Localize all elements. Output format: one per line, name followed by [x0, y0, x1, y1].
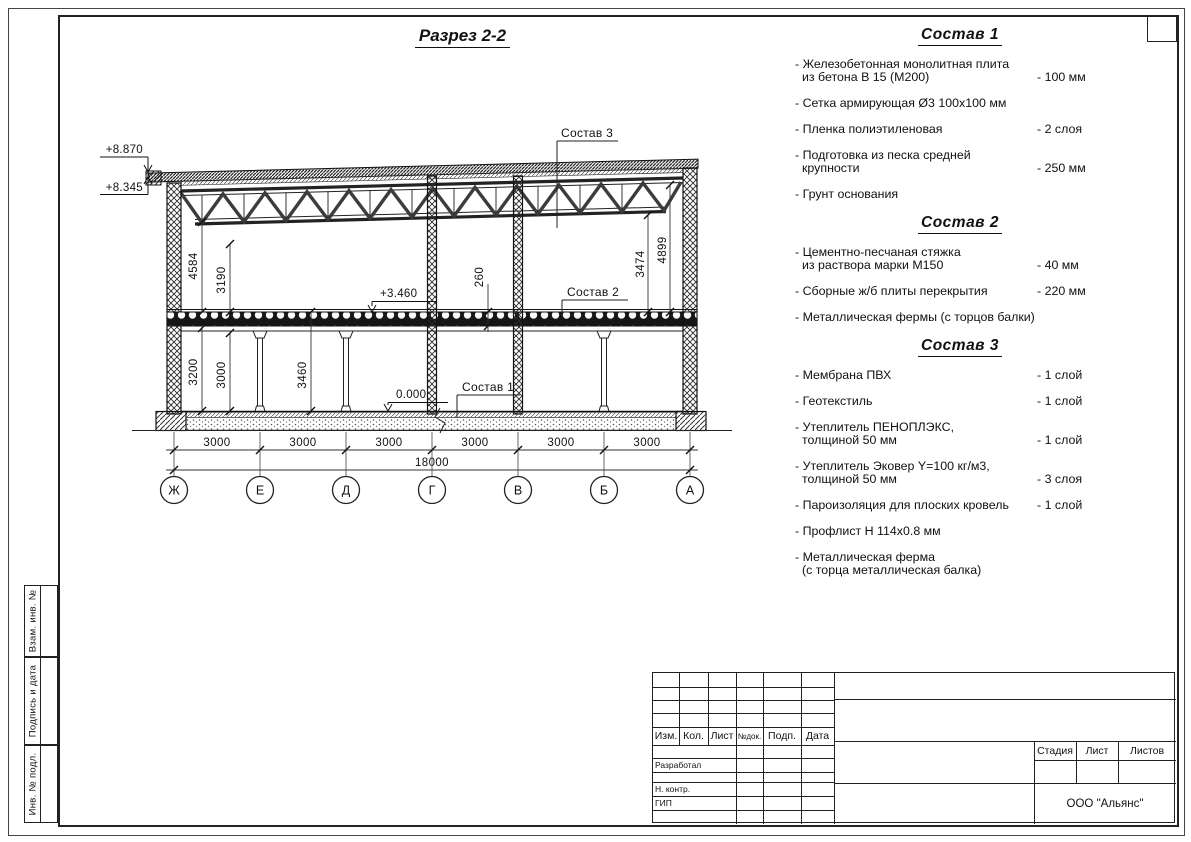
- panel-title: Состав 3: [918, 337, 1002, 357]
- tb-role-developer: Разработал: [655, 760, 702, 770]
- item-label-line: - Пароизоляция для плоских кровель: [795, 498, 1009, 512]
- panel-title: Состав 1: [918, 26, 1002, 46]
- item-label-line: - Геотекстиль: [795, 394, 873, 408]
- item-label-line: - Железобетонная монолитная плита: [795, 57, 1010, 71]
- sidebar-label: Взам. инв. №: [27, 589, 38, 653]
- tb-header-kol: Кол.: [683, 730, 704, 742]
- panel-item: [795, 499, 1107, 512]
- leader-text: Состав 2: [567, 285, 620, 299]
- axis-letter: Е: [255, 483, 265, 498]
- tb-header-ndok: №док.: [737, 731, 762, 741]
- column-capital: [253, 331, 267, 338]
- panel-item: [795, 525, 1107, 538]
- composition-panel: [795, 337, 1107, 577]
- titleblock-gridline: [801, 673, 802, 824]
- level-text: +8.345: [105, 182, 143, 194]
- titleblock-gridline: [653, 687, 834, 688]
- level-roof-top: [100, 144, 152, 172]
- level-text: +3.460: [380, 288, 418, 300]
- tb-company: ООО "Альянс": [1066, 797, 1144, 810]
- column-thick: [428, 176, 437, 414]
- panel-header: [795, 26, 1107, 46]
- item-label: [795, 311, 1037, 324]
- item-value: - 1 слой: [1037, 433, 1083, 447]
- titleblock-gridline: [1034, 760, 1176, 761]
- item-label: [795, 285, 1037, 298]
- titleblock-gridline: [653, 810, 834, 811]
- item-value: - 100 мм: [1037, 70, 1086, 84]
- titleblock-gridline: [653, 758, 834, 759]
- column-base: [599, 406, 609, 412]
- column-capital: [339, 331, 353, 338]
- level-text: 0.000: [396, 389, 427, 401]
- item-value: - 250 мм: [1037, 161, 1086, 175]
- item-label: [795, 525, 1037, 538]
- item-label-line: - Мембрана ПВХ: [795, 368, 892, 382]
- titleblock-gridline: [834, 699, 1176, 700]
- item-label-line: - Сборные ж/б плиты перекрытия: [795, 284, 988, 298]
- composition-panel: [795, 26, 1107, 201]
- wall-right: [683, 168, 697, 414]
- drawing-title-text: Разрез 2-2: [415, 26, 510, 48]
- panel-item: [795, 369, 1107, 382]
- tb-stage-listov: Листов: [1129, 744, 1165, 757]
- column-thin: [258, 338, 263, 406]
- item-label: [795, 188, 1037, 201]
- leader-text: Состав 1: [462, 380, 515, 394]
- foundation-right: [676, 412, 706, 431]
- item-label-line: крупности: [802, 161, 860, 175]
- tb-stage-list: Лист: [1085, 744, 1109, 757]
- tb-header-list: Лист: [710, 730, 734, 742]
- item-label-line: толщиной 50 мм: [802, 433, 897, 447]
- dim-span: 3000: [461, 437, 489, 449]
- column-thin: [344, 338, 349, 406]
- level-roof-eave: [100, 177, 152, 195]
- wall-left: [167, 183, 181, 414]
- panel-item: [795, 311, 1107, 324]
- item-label: [795, 149, 1037, 175]
- leader-text: Состав 3: [561, 126, 614, 140]
- item-label: [795, 369, 1037, 382]
- panel-item: [795, 285, 1107, 298]
- item-label: [795, 58, 1037, 84]
- item-label-line: - Утеплитель Эковер Y=100 кг/м3,: [795, 459, 990, 473]
- column-base: [341, 406, 351, 412]
- title-block: [652, 672, 1175, 823]
- axis-letter: А: [685, 483, 695, 498]
- item-label: [795, 551, 1037, 577]
- panel-item: [795, 58, 1107, 84]
- panel-item: [795, 551, 1107, 577]
- panel-item: [795, 188, 1107, 201]
- bottom-dimensions: [166, 432, 698, 476]
- level-text: +8.870: [105, 144, 143, 156]
- panel-title: Состав 2: [918, 214, 1002, 234]
- panel-header: [795, 337, 1107, 357]
- item-label-line: - Металлическая ферма: [795, 550, 935, 564]
- axis-letter: Ж: [168, 483, 180, 498]
- dim-3474: 3474: [635, 250, 647, 278]
- dim-span: 3000: [633, 437, 661, 449]
- dim-span: 3000: [375, 437, 403, 449]
- dim-span: 3000: [203, 437, 231, 449]
- panel-item: [795, 123, 1107, 136]
- level-floor2: [368, 288, 436, 312]
- foundation-left: [156, 412, 186, 431]
- panel-item: [795, 395, 1107, 408]
- item-value: - 1 слой: [1037, 498, 1083, 512]
- sidebar-inv-podl: [24, 745, 58, 823]
- composition-panels: [795, 26, 1107, 590]
- sidebar-label-cell: [25, 746, 41, 822]
- dim-3000-height: 3000: [216, 361, 228, 389]
- titleblock-gridline: [653, 713, 834, 714]
- axis-letter: Б: [599, 483, 609, 498]
- titleblock-gridline: [763, 673, 764, 824]
- item-label-line: толщиной 50 мм: [802, 472, 897, 486]
- dim-3190: 3190: [216, 266, 228, 294]
- item-label: [795, 123, 1037, 136]
- item-label-line: (с торца металлическая балка): [802, 563, 982, 577]
- panel-item: [795, 149, 1107, 175]
- item-label-line: - Профлист Н 114х0.8 мм: [795, 524, 941, 538]
- item-value: - 2 слоя: [1037, 122, 1083, 136]
- titleblock-gridline: [653, 772, 834, 773]
- titleblock-gridline: [653, 700, 834, 701]
- dim-total: 18000: [415, 457, 449, 469]
- titleblock-gridline: [653, 745, 834, 746]
- item-label: [795, 421, 1037, 447]
- drawing-title: [380, 26, 545, 48]
- ground-slab-top: [186, 413, 676, 418]
- panel-item: [795, 421, 1107, 447]
- item-label: [795, 246, 1037, 272]
- titleblock-gridline: [653, 796, 834, 797]
- item-label-line: - Металлическая фермы (с торцов балки): [795, 310, 1035, 324]
- tb-stage-stadia: Стадия: [1037, 744, 1073, 757]
- panel-item: [795, 246, 1107, 272]
- axis-letter: Д: [341, 483, 351, 498]
- item-label-line: - Цементно-песчаная стяжка: [795, 245, 961, 259]
- item-label: [795, 460, 1037, 486]
- column-capital: [597, 331, 611, 338]
- item-label-line: - Грунт основания: [795, 187, 899, 201]
- dim-3460: 3460: [297, 361, 309, 389]
- sidebar-label: Инв. № подл.: [27, 752, 38, 816]
- item-label-line: из раствора марки М150: [802, 258, 944, 272]
- titleblock-gridline: [834, 673, 835, 824]
- item-value: - 1 слой: [1037, 394, 1083, 408]
- dim-260: 260: [474, 266, 486, 288]
- titleblock-gridline: [736, 673, 737, 824]
- level-floor1: [384, 389, 448, 411]
- panel-item: [795, 97, 1107, 110]
- item-value: - 1 слой: [1037, 368, 1083, 382]
- item-label: [795, 97, 1037, 110]
- tb-header-izm: Изм.: [654, 730, 678, 742]
- sidebar-label-cell: [25, 586, 41, 656]
- item-label-line: - Утеплитель ПЕНОПЛЭКС,: [795, 420, 955, 434]
- column-thin: [602, 338, 607, 406]
- item-label-line: - Сетка армирующая Ø3 100х100 мм: [795, 96, 1007, 110]
- sidebar-label-cell: [25, 658, 41, 744]
- item-label-line: - Подготовка из песка средней: [795, 148, 971, 162]
- sidebar-vzam-inv: [24, 585, 58, 657]
- composition-panel: [795, 214, 1107, 324]
- item-label-line: из бетона В 15 (М200): [802, 70, 930, 84]
- item-label: [795, 499, 1037, 512]
- sand-bed: [186, 418, 676, 431]
- dim-4584: 4584: [188, 252, 200, 280]
- column-thick: [514, 176, 523, 414]
- axis-bubbles: [161, 477, 704, 504]
- panel-item: [795, 460, 1107, 486]
- sidebar-podpis-data: [24, 657, 58, 745]
- dim-4899: 4899: [657, 236, 669, 264]
- item-value: - 220 мм: [1037, 284, 1086, 298]
- dim-span: 3000: [547, 437, 575, 449]
- axis-letter: Г: [428, 483, 436, 498]
- sidebar-label: Подпись и дата: [27, 664, 38, 738]
- dim-3200: 3200: [188, 358, 200, 386]
- item-label-line: - Пленка полиэтиленовая: [795, 122, 943, 136]
- tb-header-podp: Подп.: [768, 730, 796, 742]
- item-value: - 3 слоя: [1037, 472, 1083, 486]
- dim-span: 3000: [289, 437, 317, 449]
- column-base: [255, 406, 265, 412]
- item-label: [795, 395, 1037, 408]
- roof: [146, 159, 698, 185]
- axis-letter: В: [513, 483, 523, 498]
- tb-role-gip: ГИП: [655, 798, 672, 808]
- tb-role-ncontrol: Н. контр.: [655, 784, 691, 794]
- titleblock-gridline: [653, 782, 834, 783]
- panel-header: [795, 214, 1107, 234]
- tb-header-data: Дата: [805, 730, 830, 742]
- item-value: - 40 мм: [1037, 258, 1079, 272]
